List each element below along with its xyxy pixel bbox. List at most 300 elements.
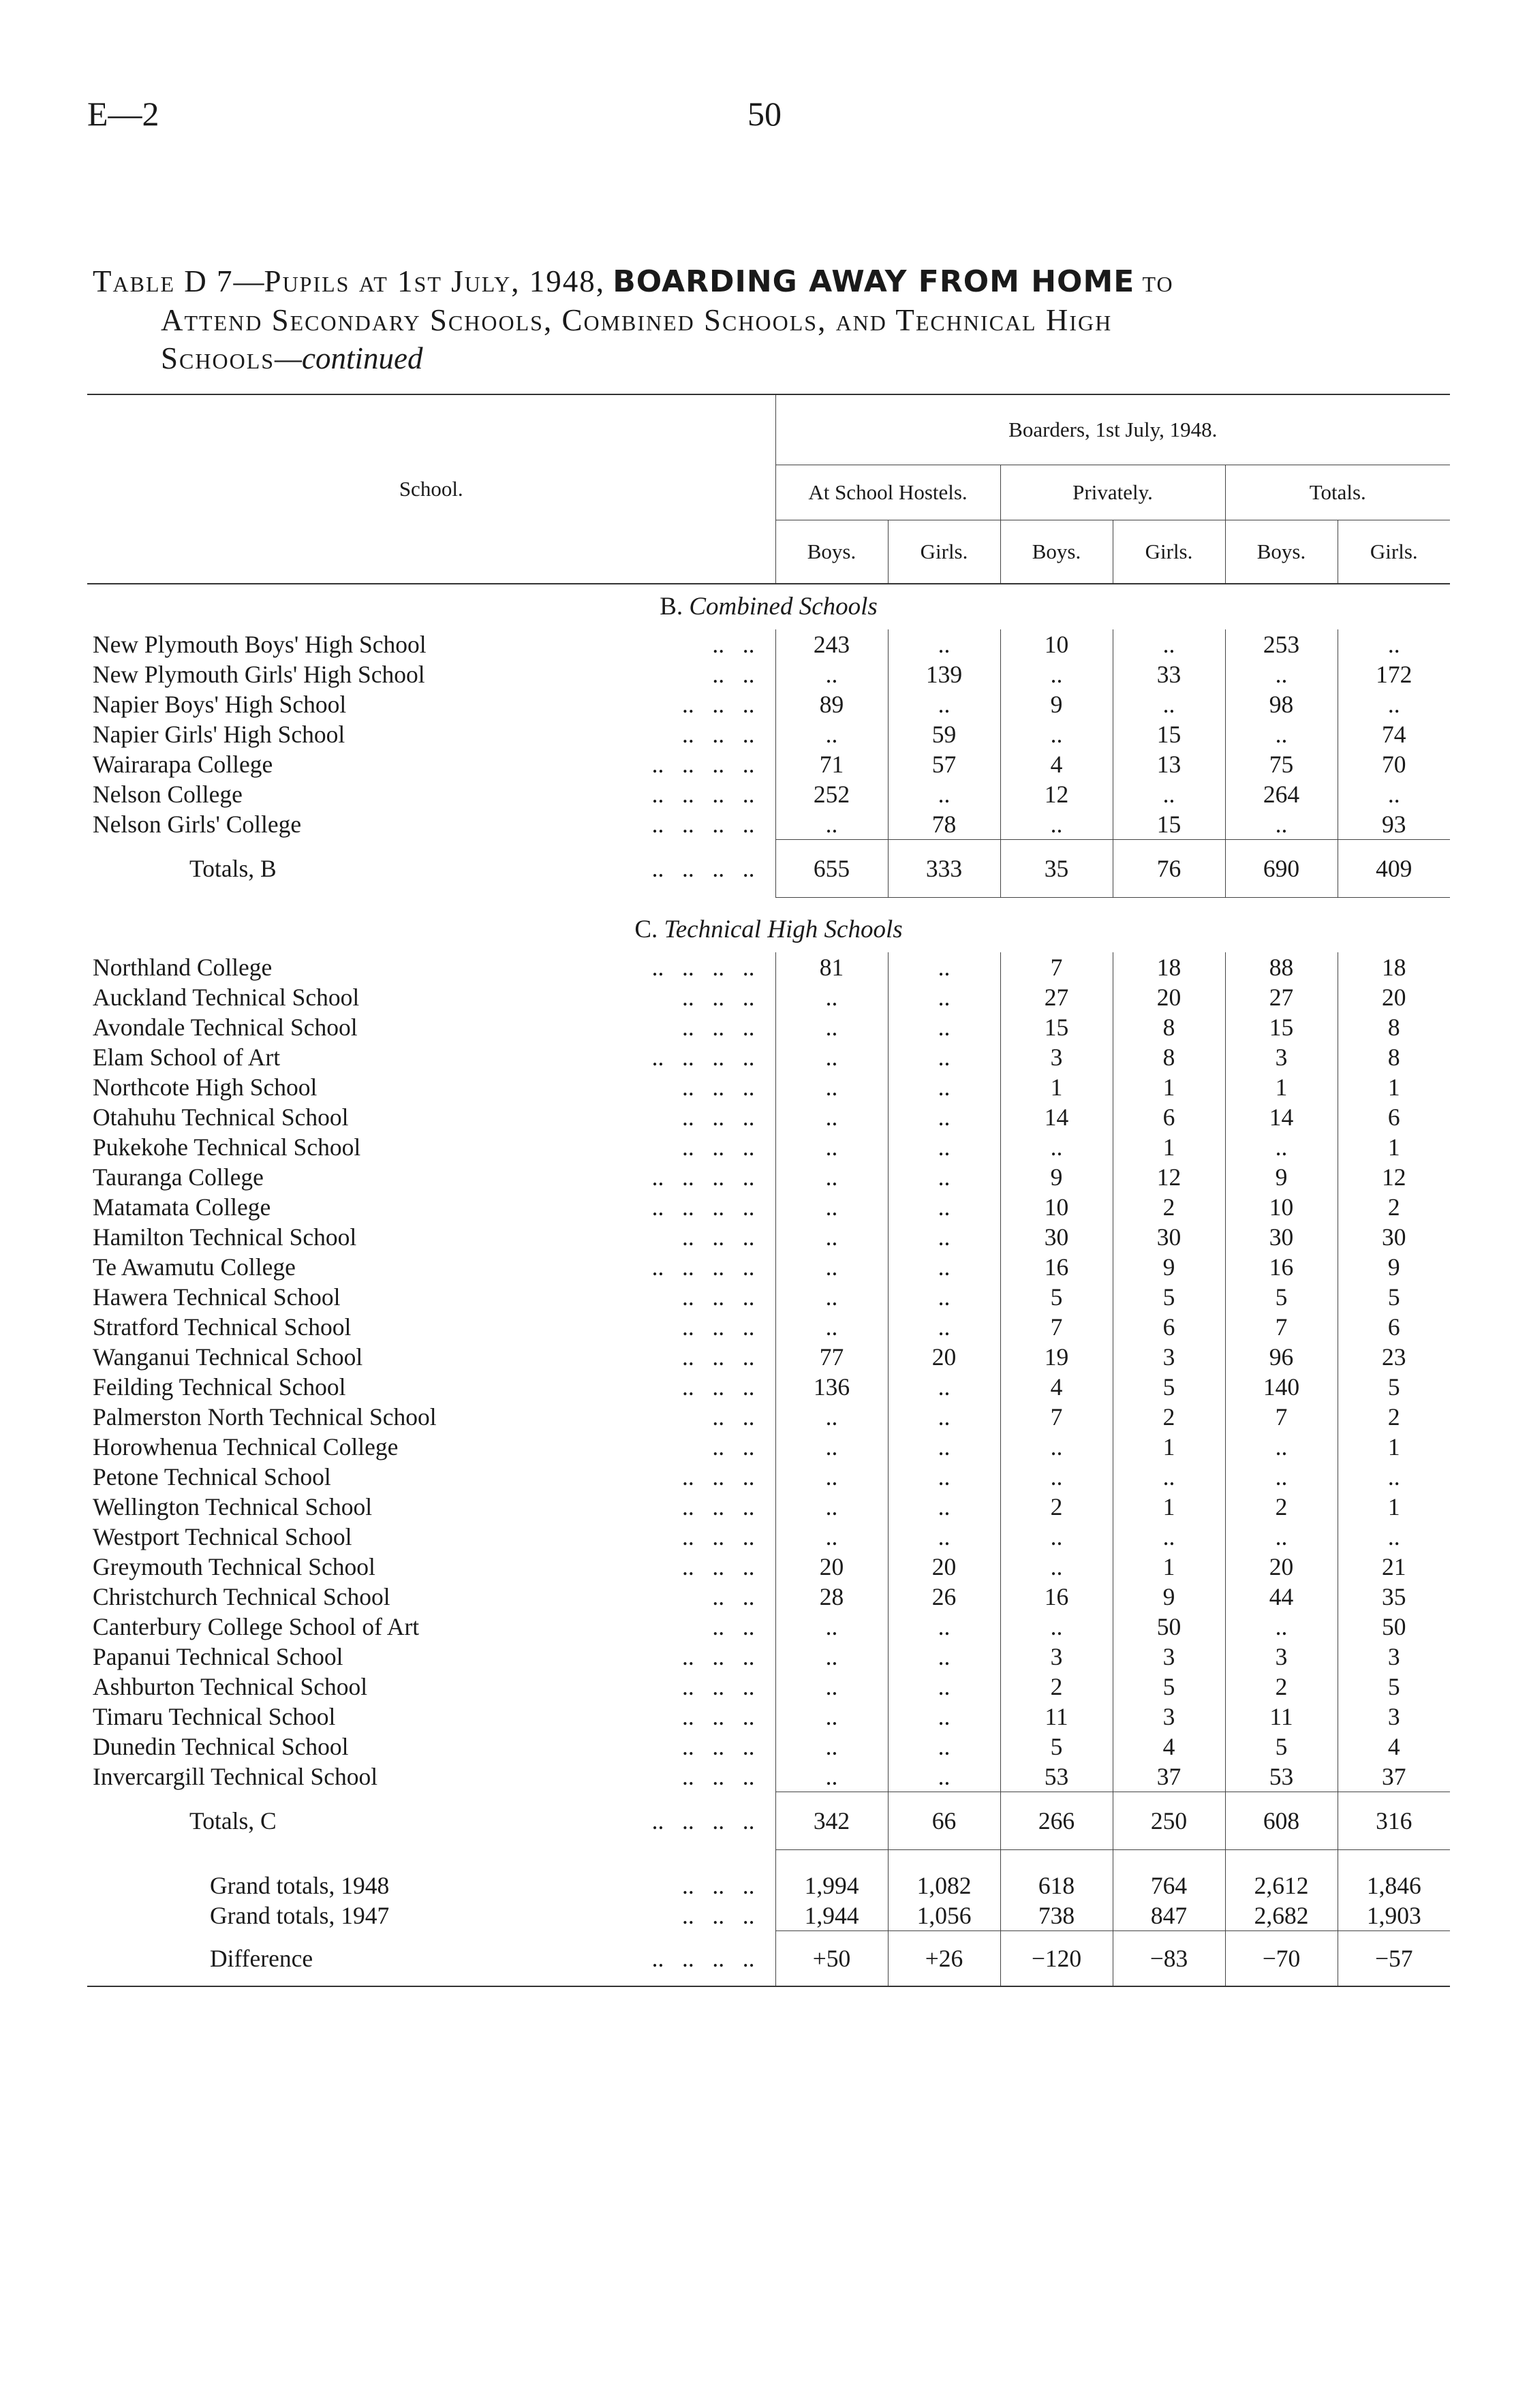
school-value: 7 <box>1225 1402 1338 1432</box>
school-value: 3 <box>1000 1642 1113 1672</box>
school-value: 26 <box>888 1582 1000 1612</box>
leader-dots: .. .. .. .. <box>651 1944 755 1972</box>
school-value: 16 <box>1000 1252 1113 1282</box>
leader-dots-holder <box>652 840 755 897</box>
leader-dots: .. .. .. <box>682 1373 755 1401</box>
school-value: 11 <box>1000 1702 1113 1732</box>
leader-dots: .. .. .. <box>682 1074 755 1101</box>
school-name <box>87 719 775 749</box>
header-total-girls: Girls. <box>1338 520 1450 584</box>
school-value: 3 <box>1113 1342 1225 1372</box>
school-value: .. <box>1000 1462 1113 1492</box>
grand-total-value: 1,903 <box>1338 1901 1450 1931</box>
grand-total-row <box>87 1871 1450 1901</box>
leader-dots: .. .. .. <box>682 1463 755 1490</box>
school-value: 71 <box>775 749 888 779</box>
difference-label <box>87 1931 775 1987</box>
school-name <box>87 1072 775 1102</box>
table-row <box>87 1672 1450 1702</box>
school-value: 1 <box>1113 1432 1225 1462</box>
leader-dots-holder <box>682 1672 755 1702</box>
school-value: .. <box>1338 1462 1450 1492</box>
section-total-label <box>87 840 775 898</box>
school-value: 19 <box>1000 1342 1113 1372</box>
school-value: 6 <box>1338 1102 1450 1132</box>
school-value: 15 <box>1000 1012 1113 1042</box>
school-value: 2 <box>1225 1492 1338 1522</box>
total-value: 35 <box>1000 840 1113 898</box>
school-value: .. <box>1225 1612 1338 1642</box>
school-value: .. <box>888 982 1000 1012</box>
school-value: .. <box>888 779 1000 809</box>
leader-dots: .. .. .. <box>682 1343 755 1371</box>
leader-dots-holder <box>682 1642 755 1672</box>
difference-row <box>87 1931 1450 1987</box>
school-value: .. <box>775 1432 888 1462</box>
row-label: Dunedin Technical School <box>93 1733 349 1760</box>
school-value: 140 <box>1225 1372 1338 1402</box>
school-value: 14 <box>1000 1102 1113 1132</box>
grand-total-value: 1,082 <box>888 1871 1000 1901</box>
school-value: .. <box>775 1462 888 1492</box>
row-label: Te Awamutu College <box>93 1253 296 1281</box>
school-value: 15 <box>1113 809 1225 840</box>
school-value: .. <box>1225 1432 1338 1462</box>
school-name <box>87 1252 775 1282</box>
school-value: 1 <box>1338 1492 1450 1522</box>
school-value: 37 <box>1338 1762 1450 1792</box>
grand-total-value: 2,682 <box>1225 1901 1338 1931</box>
header-group-hostels: At School Hostels. <box>775 465 1000 520</box>
school-value: 75 <box>1225 749 1338 779</box>
leader-dots-holder <box>682 719 755 749</box>
school-name <box>87 1672 775 1702</box>
table-row <box>87 1042 1450 1072</box>
title-line-3 <box>93 339 1449 377</box>
school-name <box>87 1282 775 1312</box>
leader-dots: .. .. .. <box>682 1493 755 1520</box>
school-value: .. <box>888 1672 1000 1702</box>
section-name: Combined Schools <box>689 593 878 621</box>
school-value: .. <box>1113 779 1225 809</box>
school-value: 9 <box>1338 1252 1450 1282</box>
school-value: .. <box>775 719 888 749</box>
spacer <box>87 1850 1450 1871</box>
school-value: 136 <box>775 1372 888 1402</box>
school-value: 53 <box>1000 1762 1113 1792</box>
school-value: .. <box>1225 1132 1338 1162</box>
school-name <box>87 1402 775 1432</box>
section-heading <box>87 584 1450 629</box>
leader-dots: .. .. .. <box>682 1223 755 1251</box>
school-value: 1 <box>1113 1552 1225 1582</box>
school-value: 139 <box>888 659 1000 689</box>
row-label: Timaru Technical School <box>93 1703 336 1730</box>
difference-value: −83 <box>1113 1931 1225 1987</box>
school-value: 89 <box>775 689 888 719</box>
school-value: .. <box>888 1042 1000 1072</box>
table-row <box>87 1402 1450 1432</box>
page-header <box>87 94 1442 148</box>
section-prefix: B. <box>660 593 683 621</box>
header-hostel-boys: Boys. <box>775 520 888 584</box>
school-name <box>87 1582 775 1612</box>
table-row <box>87 982 1450 1012</box>
leader-dots-holder <box>682 1312 755 1342</box>
row-label: Northland College <box>93 954 273 981</box>
leader-dots-holder <box>682 1342 755 1372</box>
difference-value: −57 <box>1338 1931 1450 1987</box>
school-value: 96 <box>1225 1342 1338 1372</box>
title-continued: —continued <box>275 341 423 375</box>
leader-dots: .. .. .. .. <box>651 1807 755 1834</box>
school-value: .. <box>888 1132 1000 1162</box>
school-name <box>87 1372 775 1402</box>
school-value: .. <box>888 1372 1000 1402</box>
school-name <box>87 659 775 689</box>
school-value: 13 <box>1113 749 1225 779</box>
school-value: .. <box>888 629 1000 659</box>
school-value: .. <box>775 1312 888 1342</box>
school-value: .. <box>1113 1522 1225 1552</box>
school-value: .. <box>888 1192 1000 1222</box>
row-label: Tauranga College <box>93 1163 264 1191</box>
school-value: 77 <box>775 1342 888 1372</box>
table-foot <box>87 1850 1450 1987</box>
school-value: 3 <box>1113 1702 1225 1732</box>
school-value: 12 <box>1000 779 1113 809</box>
school-name <box>87 1192 775 1222</box>
leader-dots-holder <box>712 1612 754 1642</box>
row-label: Totals, B <box>189 855 277 882</box>
table-row <box>87 1102 1450 1132</box>
school-value: 5 <box>1113 1372 1225 1402</box>
leader-dots: .. .. <box>712 631 755 658</box>
leader-dots-holder <box>682 1552 755 1582</box>
school-value: 1 <box>1113 1492 1225 1522</box>
school-name <box>87 689 775 719</box>
school-value: 3 <box>1338 1702 1450 1732</box>
leader-dots-holder <box>712 1582 754 1612</box>
grand-total-value: 1,994 <box>775 1871 888 1901</box>
school-name <box>87 1462 775 1492</box>
leader-dots: .. .. <box>712 1403 755 1430</box>
school-value: .. <box>775 1012 888 1042</box>
school-value: 16 <box>1000 1582 1113 1612</box>
school-value: 18 <box>1113 952 1225 982</box>
school-value: .. <box>1113 629 1225 659</box>
school-value: .. <box>775 1222 888 1252</box>
school-value: .. <box>888 1732 1000 1762</box>
table-row <box>87 1252 1450 1282</box>
school-value: 252 <box>775 779 888 809</box>
school-value: 35 <box>1338 1582 1450 1612</box>
school-value: 20 <box>775 1552 888 1582</box>
school-value: 6 <box>1113 1312 1225 1342</box>
school-value: .. <box>888 1702 1000 1732</box>
header-group-privately: Privately. <box>1000 465 1225 520</box>
school-name <box>87 1312 775 1342</box>
header-group-totals: Totals. <box>1225 465 1450 520</box>
school-value: .. <box>775 1072 888 1102</box>
school-name <box>87 809 775 840</box>
school-value: 3 <box>1225 1642 1338 1672</box>
school-value: 27 <box>1225 982 1338 1012</box>
leader-dots-holder <box>682 1282 755 1312</box>
school-value: 5 <box>1113 1672 1225 1702</box>
school-value: .. <box>1000 1522 1113 1552</box>
school-value: 5 <box>1225 1282 1338 1312</box>
leader-dots-holder <box>682 1732 755 1762</box>
school-value: 2 <box>1225 1672 1338 1702</box>
school-value: .. <box>1225 719 1338 749</box>
leader-dots: .. .. .. .. <box>651 781 755 808</box>
school-value: 30 <box>1338 1222 1450 1252</box>
school-value: 20 <box>1225 1552 1338 1582</box>
leader-dots-holder <box>712 659 754 689</box>
row-label: Nelson College <box>93 781 243 808</box>
total-value: 333 <box>888 840 1000 898</box>
grand-total-value: 1,846 <box>1338 1871 1450 1901</box>
header-hostel-girls: Girls. <box>888 520 1000 584</box>
school-value: 2 <box>1113 1402 1225 1432</box>
leader-dots-holder <box>652 1931 755 1986</box>
row-label: Wellington Technical School <box>93 1493 373 1520</box>
school-value: 3 <box>1113 1642 1225 1672</box>
school-value: .. <box>888 689 1000 719</box>
table-row <box>87 719 1450 749</box>
school-name <box>87 952 775 982</box>
school-value: .. <box>888 1222 1000 1252</box>
leader-dots-holder <box>682 1222 755 1252</box>
school-value: 10 <box>1225 1192 1338 1222</box>
school-value: 4 <box>1000 1372 1113 1402</box>
school-name <box>87 1432 775 1462</box>
table-row <box>87 1612 1450 1642</box>
title-dash: — <box>233 264 264 298</box>
table-row <box>87 1492 1450 1522</box>
school-value: 88 <box>1225 952 1338 982</box>
school-value: 5 <box>1225 1732 1338 1762</box>
total-value: 266 <box>1000 1792 1113 1850</box>
school-value: .. <box>1113 689 1225 719</box>
school-name <box>87 749 775 779</box>
total-value: 409 <box>1338 840 1450 898</box>
table-row <box>87 1312 1450 1342</box>
row-label: Stratford Technical School <box>93 1313 352 1341</box>
table-row <box>87 1762 1450 1792</box>
total-value: 608 <box>1225 1792 1338 1850</box>
leader-dots: .. .. .. .. <box>651 854 755 882</box>
leader-dots-holder <box>652 1042 755 1072</box>
school-value: 243 <box>775 629 888 659</box>
school-value: .. <box>888 1282 1000 1312</box>
school-value: .. <box>775 1402 888 1432</box>
header-private-boys: Boys. <box>1000 520 1113 584</box>
school-value: 57 <box>888 749 1000 779</box>
school-value: .. <box>775 1192 888 1222</box>
grand-total-value: 618 <box>1000 1871 1113 1901</box>
table-title <box>93 262 1449 377</box>
school-value: .. <box>775 1762 888 1792</box>
row-label: Nelson Girls' College <box>93 811 302 839</box>
school-value: .. <box>1338 779 1450 809</box>
row-label: Palmerston North Technical School <box>93 1403 437 1430</box>
header-total-boys: Boys. <box>1225 520 1338 584</box>
school-value: 20 <box>888 1342 1000 1372</box>
school-value: 78 <box>888 809 1000 840</box>
leader-dots: .. .. .. <box>682 1673 755 1700</box>
school-value: .. <box>1225 1462 1338 1492</box>
leader-dots: .. .. .. <box>682 1553 755 1580</box>
school-value: 23 <box>1338 1342 1450 1372</box>
grand-total-label <box>87 1901 775 1931</box>
school-value: 2 <box>1000 1492 1113 1522</box>
school-value: .. <box>888 1102 1000 1132</box>
leader-dots-holder <box>682 1372 755 1402</box>
leader-dots-holder <box>712 1402 754 1432</box>
leader-dots-holder <box>652 1252 755 1282</box>
school-value: 7 <box>1000 1312 1113 1342</box>
school-value: 253 <box>1225 629 1338 659</box>
row-label: Petone Technical School <box>93 1463 331 1490</box>
leader-dots: .. .. .. .. <box>651 1253 755 1281</box>
school-value: 27 <box>1000 982 1113 1012</box>
leader-dots: .. .. .. <box>682 1763 755 1790</box>
table-row <box>87 1702 1450 1732</box>
school-value: 16 <box>1225 1252 1338 1282</box>
row-label: Avondale Technical School <box>93 1014 358 1041</box>
document-code: E—2 <box>87 95 159 133</box>
school-value: 81 <box>775 952 888 982</box>
row-label: Westport Technical School <box>93 1523 352 1550</box>
table-row <box>87 952 1450 982</box>
total-value: 250 <box>1113 1792 1225 1850</box>
table-row <box>87 1432 1450 1462</box>
school-name <box>87 1342 775 1372</box>
row-label: Otahuhu Technical School <box>93 1104 349 1131</box>
school-value: .. <box>888 1072 1000 1102</box>
school-value: 4 <box>1113 1732 1225 1762</box>
school-value: 70 <box>1338 749 1450 779</box>
school-name <box>87 1492 775 1522</box>
school-value: 20 <box>888 1552 1000 1582</box>
school-value: .. <box>888 1312 1000 1342</box>
school-value: 5 <box>1000 1282 1113 1312</box>
row-label: Christchurch Technical School <box>93 1583 390 1610</box>
school-value: .. <box>775 982 888 1012</box>
section-title <box>87 907 1450 952</box>
school-value: .. <box>775 659 888 689</box>
school-value: 9 <box>1225 1162 1338 1192</box>
leader-dots-holder <box>682 982 755 1012</box>
table-row <box>87 659 1450 689</box>
school-value: 1 <box>1225 1072 1338 1102</box>
school-value: .. <box>888 1492 1000 1522</box>
school-value: 9 <box>1000 689 1113 719</box>
school-value: 14 <box>1225 1102 1338 1132</box>
school-value: 1 <box>1338 1432 1450 1462</box>
school-value: .. <box>888 1612 1000 1642</box>
school-name <box>87 779 775 809</box>
leader-dots: .. .. .. .. <box>651 751 755 778</box>
table-row <box>87 1282 1450 1312</box>
school-value: 2 <box>1338 1192 1450 1222</box>
school-value: 74 <box>1338 719 1450 749</box>
header-boarders: Boarders, 1st July, 1948. <box>775 394 1450 465</box>
row-label: Grand totals, 1947 <box>210 1902 390 1930</box>
row-label: Ashburton Technical School <box>93 1673 368 1700</box>
leader-dots-holder <box>682 1492 755 1522</box>
school-value: 98 <box>1225 689 1338 719</box>
leader-dots-holder <box>682 1102 755 1132</box>
school-value: 1 <box>1338 1132 1450 1162</box>
school-name <box>87 1132 775 1162</box>
school-value: .. <box>775 1282 888 1312</box>
row-label: Wairarapa College <box>93 751 273 778</box>
grand-total-value: 764 <box>1113 1871 1225 1901</box>
grand-total-value: 2,612 <box>1225 1871 1338 1901</box>
school-value: 9 <box>1000 1162 1113 1192</box>
school-value: 2 <box>1000 1672 1113 1702</box>
school-value: 5 <box>1113 1282 1225 1312</box>
school-value: 3 <box>1338 1642 1450 1672</box>
difference-value: −70 <box>1225 1931 1338 1987</box>
boarders-table <box>87 394 1450 1987</box>
school-value: 8 <box>1338 1012 1450 1042</box>
leader-dots: .. .. .. <box>682 1104 755 1131</box>
row-label: Horowhenua Technical College <box>93 1433 399 1460</box>
school-value: 5 <box>1338 1372 1450 1402</box>
school-value: .. <box>775 1612 888 1642</box>
school-name <box>87 1702 775 1732</box>
leader-dots-holder <box>682 1462 755 1492</box>
school-value: 15 <box>1225 1012 1338 1042</box>
row-label: Wanganui Technical School <box>93 1343 363 1371</box>
school-value: .. <box>1000 1552 1113 1582</box>
table-row <box>87 1642 1450 1672</box>
leader-dots: .. .. <box>712 1583 755 1610</box>
school-value: 5 <box>1338 1672 1450 1702</box>
school-value: 9 <box>1113 1582 1225 1612</box>
leader-dots: .. .. .. <box>682 1133 755 1161</box>
grand-total-label <box>87 1871 775 1901</box>
header-private-girls: Girls. <box>1113 520 1225 584</box>
school-value: .. <box>775 1162 888 1192</box>
table-row <box>87 779 1450 809</box>
school-value: 28 <box>775 1582 888 1612</box>
row-label: Pukekohe Technical School <box>93 1133 361 1161</box>
leader-dots: .. .. .. <box>682 1283 755 1311</box>
school-name <box>87 982 775 1012</box>
leader-dots-holder <box>682 1901 755 1930</box>
school-value: 7 <box>1225 1312 1338 1342</box>
school-value: .. <box>1338 689 1450 719</box>
school-value: 20 <box>1113 982 1225 1012</box>
school-name <box>87 1642 775 1672</box>
leader-dots-holder <box>682 1871 755 1901</box>
school-name <box>87 1012 775 1042</box>
leader-dots-holder <box>652 809 755 839</box>
school-value: .. <box>1000 1432 1113 1462</box>
row-label: Feilding Technical School <box>93 1373 346 1401</box>
total-value: 690 <box>1225 840 1338 898</box>
title-emphasis: BOARDING AWAY FROM HOME <box>613 264 1135 299</box>
school-value: .. <box>1000 1132 1113 1162</box>
section-total-label <box>87 1792 775 1850</box>
school-value: .. <box>1113 1462 1225 1492</box>
leader-dots: .. .. .. <box>682 721 755 748</box>
